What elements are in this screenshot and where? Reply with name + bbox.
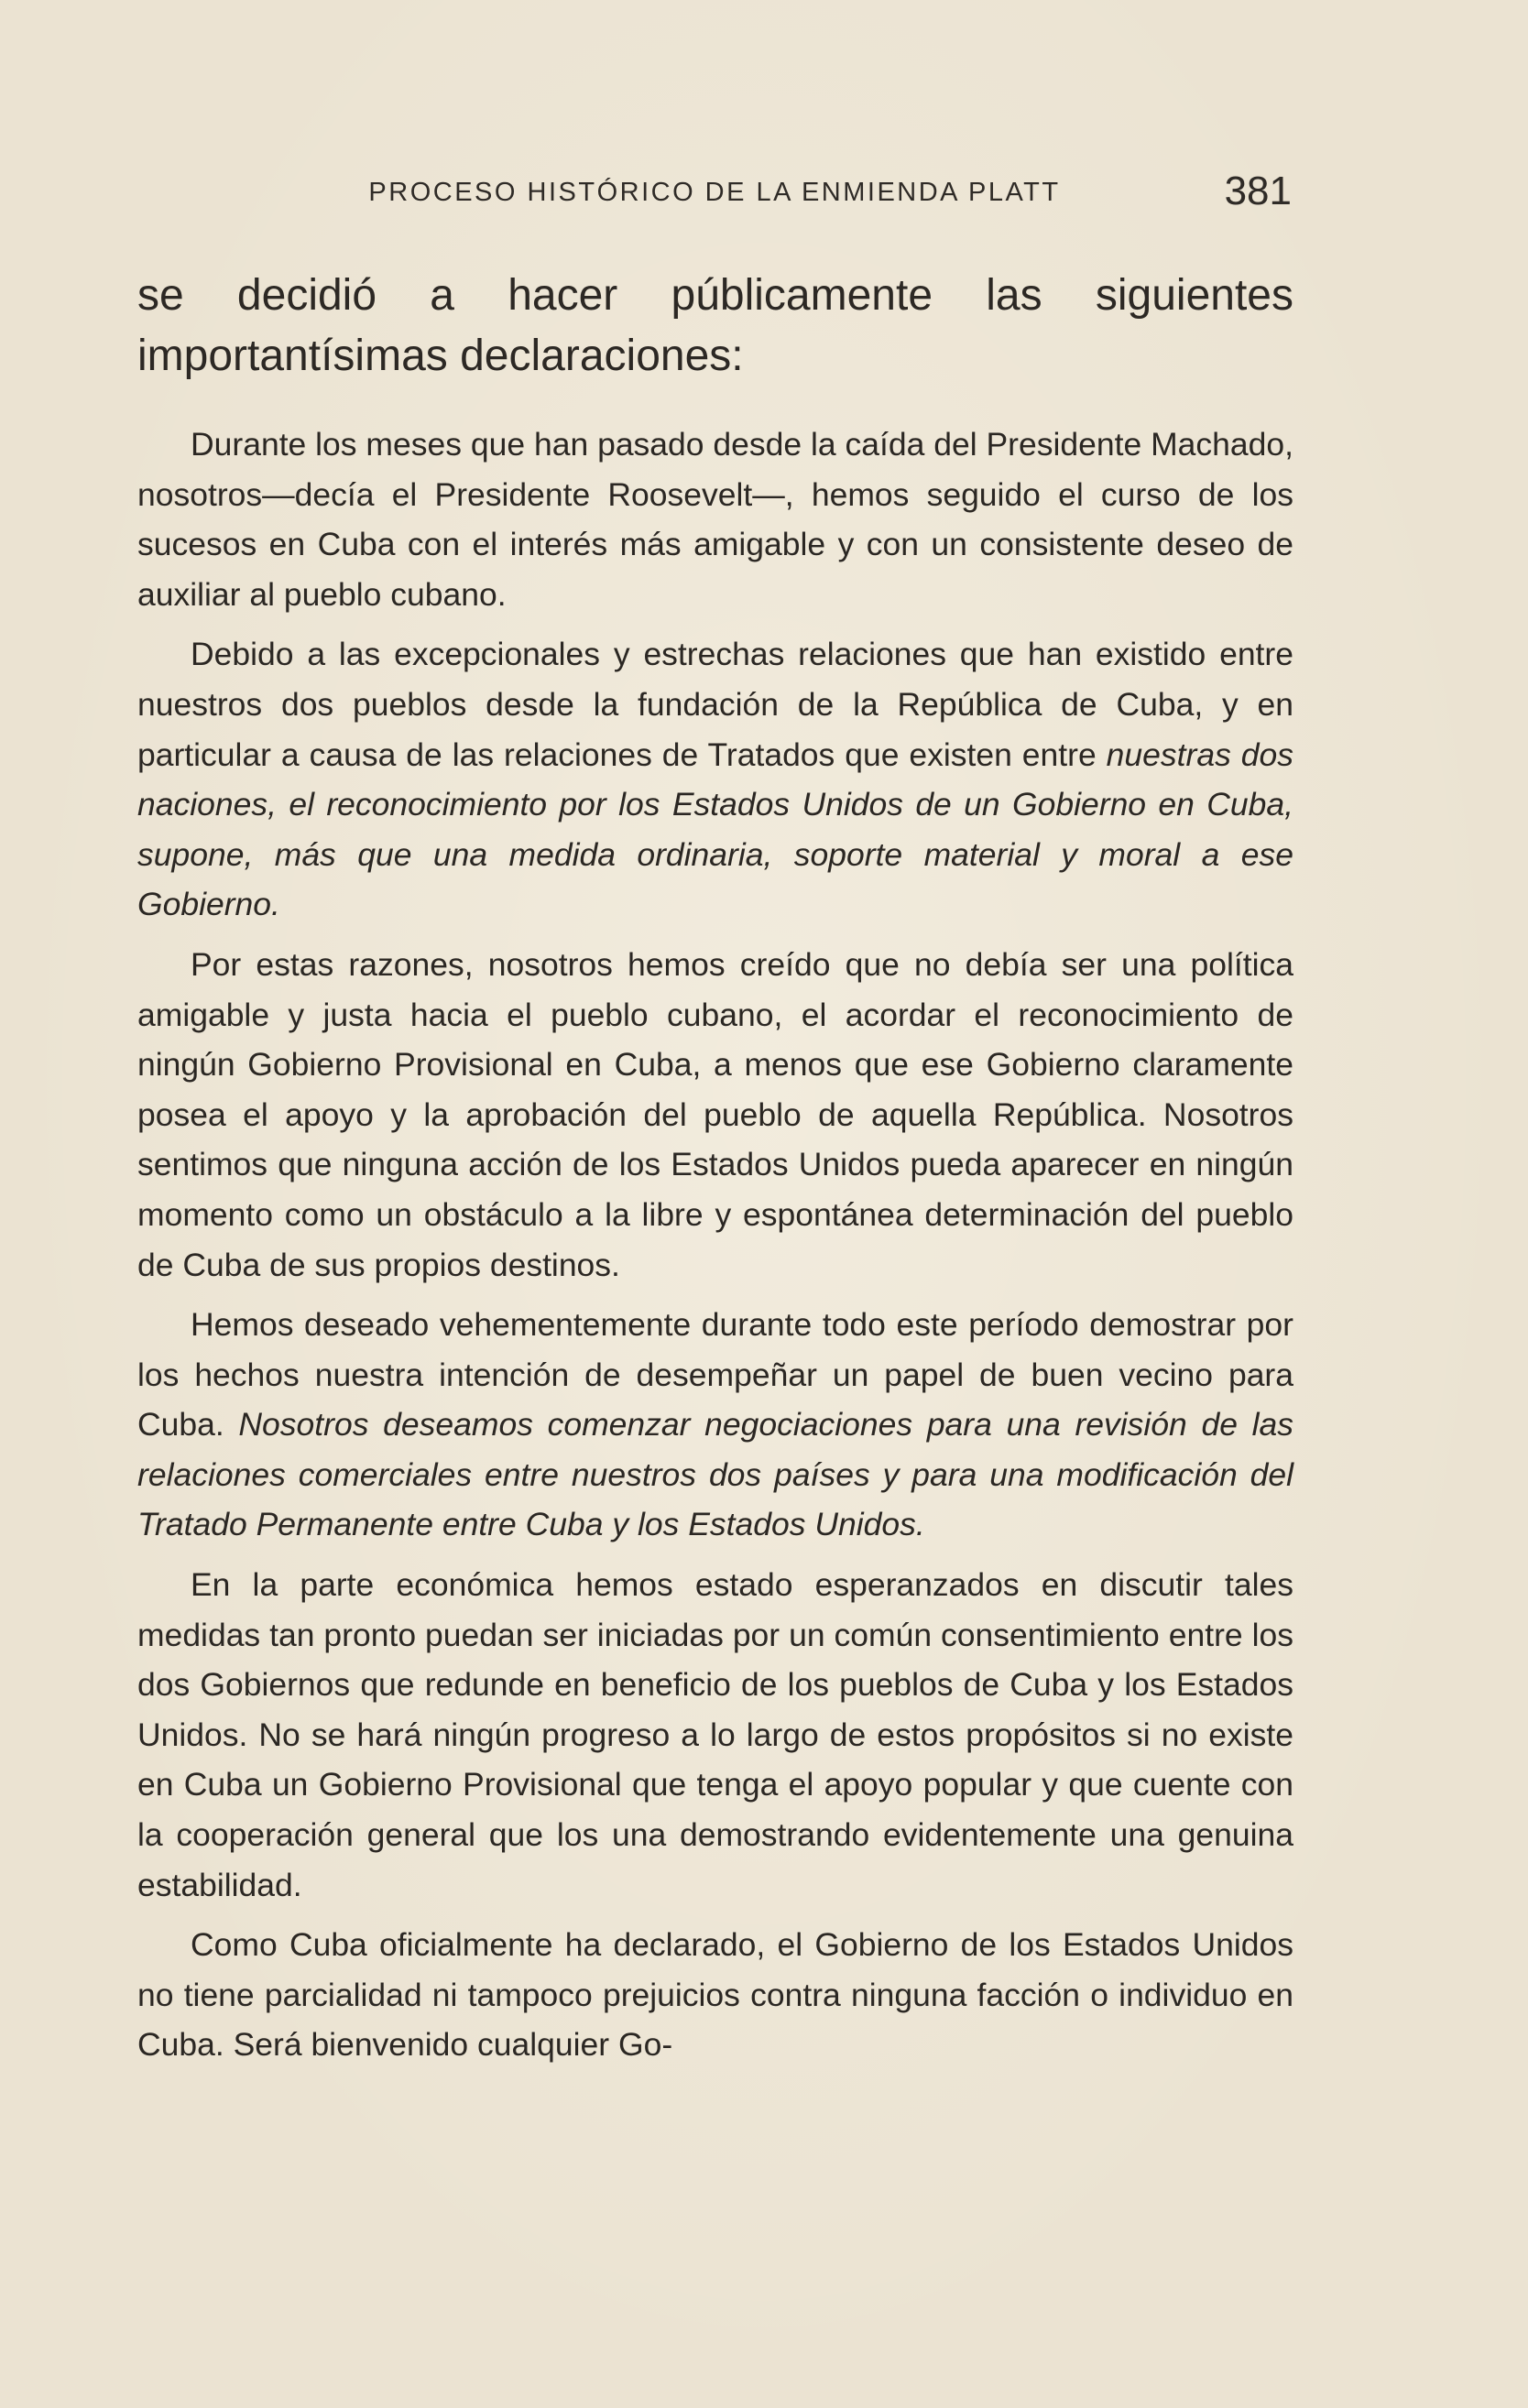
quote-paragraph-2-italic: nuestras dos naciones, el reconocimiento por los Estados Unidos de un Gobierno en Cuba, supone, más que una medida ordinaria, soporte material y moral a ese Gobierno.: [137, 735, 1293, 923]
quote-paragraph-6: Como Cuba oficialmente ha declarado, el Gobierno de los Estados Unidos no tiene parcialidad ni tampoco prejuicios contra ninguna facción o individuo en Cuba. Será bienvenido cualquier Go-: [137, 1926, 1293, 2064]
quote-paragraph-4-italic: Nosotros deseamos comenzar negociaciones para una revisión de las relaciones comerciales entre nuestros dos países y para una modificación del Tratado Permanente entre Cuba y los Estados Unidos.: [137, 1406, 1294, 1543]
quote-paragraph-2-roman: Debido a las excepcionales y estrechas relaciones que han existido entre nuestros dos pueblos desde la fundación de la República de Cuba, y en particular a causa de las relaciones de Tratados que existen entre: [137, 636, 1293, 773]
quote-paragraph-1: Durante los meses que han pasado desde la caída del Presidente Machado, nosotros—decía el Presidente Roosevelt—, hemos seguido el curso de los sucesos en Cuba con el interés más amigable y con un consistente deseo de auxiliar al pueblo cubano.: [137, 426, 1293, 613]
intro-paragraph: se decidió a hacer públicamente las siguientes importantísimas declaraciones:: [137, 271, 1293, 380]
quote-paragraph-4-roman: Hemos deseado vehementemente durante todo este período demostrar por los hechos nuestra intención de desempeñar un papel de buen vecino para Cuba.: [137, 1306, 1293, 1444]
quote-paragraph-5: En la parte económica hemos estado esperanzados en discutir tales medidas tan pronto puedan ser iniciadas por un común consentimiento entre los dos Gobiernos que redunde en beneficio de los pueblos de Cuba y los Estados Unidos. No se hará ningún progreso a lo largo de estos propósitos si no existe en Cuba un Gobierno Provisional que tenga el apoyo popular y que cuente con la cooperación general que los una demostrando evidentemente una genuina estabilidad.: [137, 1566, 1293, 1903]
quoted-declaration: [137, 419, 1293, 2070]
quote-paragraph-4: [137, 1300, 1293, 1550]
running-header: [137, 165, 1292, 220]
quote-paragraph-3: Por estas razones, nosotros hemos creído que no debía ser una política amigable y justa hacia el pueblo cubano, el acordar el reconocimiento de ningún Gobierno Provisional en Cuba, a menos que ese Gobierno claramente posea el apoyo y la aprobación del pueblo de aquella República. Nosotros sentimos que ninguna acción de los Estados Unidos pueda aparecer en ningún momento como un obstáculo a la libre y espontánea determinación del pueblo de Cuba de sus propios destinos.: [137, 945, 1293, 1283]
quote-paragraph-2: [137, 629, 1293, 930]
running-title: PROCESO HISTÓRICO DE LA ENMIENDA PLATT: [368, 178, 1061, 207]
page-number: 381: [1224, 169, 1292, 213]
